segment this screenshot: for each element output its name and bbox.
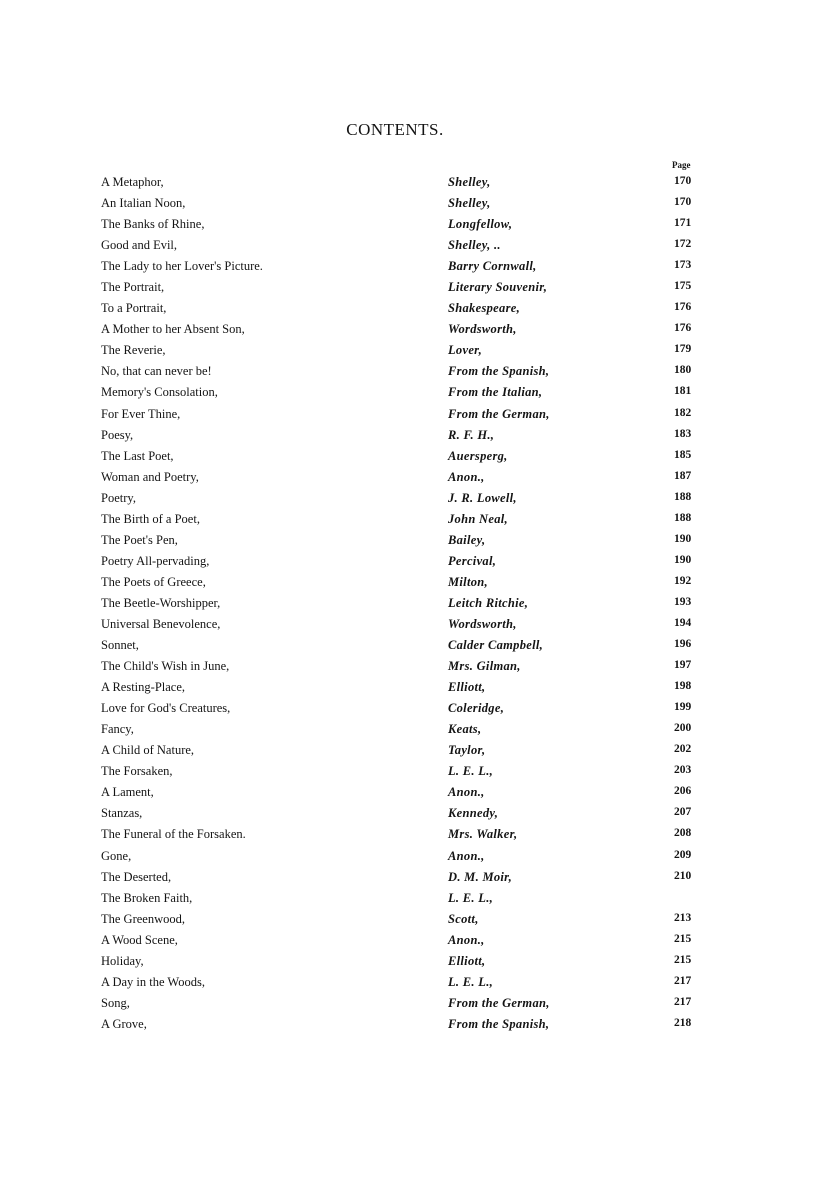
contents-entry <box>0 994 840 1015</box>
contents-entry <box>0 720 840 741</box>
entry-page: 170 <box>674 196 692 209</box>
entry-title: The Poets of Greece, <box>101 574 206 589</box>
entry-page: 197 <box>674 659 692 672</box>
entry-author: L. E. L., <box>448 974 494 989</box>
entry-author: From the Spanish, <box>448 364 550 379</box>
entry-author: L. E. L., <box>448 890 494 905</box>
entry-title: The Portrait, <box>101 280 165 295</box>
entry-title: The Last Poet, <box>101 448 174 463</box>
entry-page: 187 <box>674 469 692 482</box>
entry-page: 217 <box>674 995 692 1008</box>
entry-page: 213 <box>674 911 692 924</box>
entry-title: The Reverie, <box>101 343 166 358</box>
entry-title: The Greenwood, <box>101 911 185 926</box>
entry-author: Shakespeare, <box>448 301 521 316</box>
entry-author: Auersperg, <box>448 448 508 463</box>
entry-title: Poesy, <box>101 427 134 442</box>
entry-author: Scott, <box>448 911 479 926</box>
contents-entry <box>0 236 840 257</box>
page-title: CONTENTS. <box>346 120 444 139</box>
contents-entry <box>0 278 840 299</box>
contents-entry <box>0 383 840 404</box>
contents-entry <box>0 1015 840 1036</box>
entry-title: A Day in the Woods, <box>101 974 205 989</box>
entry-page: 190 <box>674 553 692 566</box>
entry-author: John Neal, <box>448 511 508 526</box>
contents-entry <box>0 889 840 910</box>
entry-page: 194 <box>674 616 692 629</box>
entry-author: L. E. L., <box>448 764 494 779</box>
contents-entry <box>0 847 840 868</box>
entry-title: A Wood Scene, <box>101 932 178 947</box>
entry-title: The Poet's Pen, <box>101 532 178 547</box>
contents-entry <box>0 762 840 783</box>
entry-author: Taylor, <box>448 743 486 758</box>
entry-page: 207 <box>674 806 692 819</box>
contents-entry <box>0 341 840 362</box>
entry-author: J. R. Lowell, <box>448 490 517 505</box>
entry-title: The Funeral of the Forsaken. <box>101 827 246 842</box>
entry-author: From the German, <box>448 406 550 421</box>
entry-author: Anon., <box>448 785 485 800</box>
entry-author: Lover, <box>448 343 483 358</box>
entry-title: No, that can never be! <box>101 364 212 379</box>
entry-author: Longfellow, <box>448 217 513 232</box>
entry-page: 200 <box>674 722 692 735</box>
entry-author: From the German, <box>448 995 550 1010</box>
entry-page: 215 <box>674 932 692 945</box>
entry-title: A Resting-Place, <box>101 680 186 695</box>
entry-author: From the Spanish, <box>448 1016 550 1031</box>
entry-author: Kennedy, <box>448 806 499 821</box>
entry-title: For Ever Thine, <box>101 406 181 421</box>
entry-author: From the Italian, <box>448 385 543 400</box>
contents-list <box>0 173 840 1036</box>
entry-author: Anon., <box>448 469 485 484</box>
entry-title: The Lady to her Lover's Picture. <box>101 259 263 274</box>
entry-author: Anon., <box>448 932 485 947</box>
entry-title: A Child of Nature, <box>101 743 195 758</box>
contents-entry <box>0 489 840 510</box>
entry-author: R. F. H., <box>448 427 495 442</box>
entry-page: 176 <box>674 322 692 335</box>
entry-author: Literary Souvenir, <box>448 280 548 295</box>
contents-entry <box>0 931 840 952</box>
entry-title: An Italian Noon, <box>101 196 186 211</box>
entry-author: Elliott, <box>448 680 486 695</box>
entry-page: 193 <box>674 595 692 608</box>
entry-author: Shelley, <box>448 196 491 211</box>
entry-title: Universal Benevolence, <box>101 616 221 631</box>
entry-title: Memory's Consolation, <box>101 385 218 400</box>
entry-title: The Forsaken, <box>101 764 173 779</box>
contents-entry <box>0 405 840 426</box>
entry-page: 179 <box>674 343 692 356</box>
contents-entry <box>0 594 840 615</box>
entry-page: 173 <box>674 259 692 272</box>
entry-page: 181 <box>674 385 692 398</box>
entry-author: Barry Cornwall, <box>448 259 537 274</box>
entry-title: Stanzas, <box>101 806 143 821</box>
contents-entry <box>0 320 840 341</box>
contents-entry <box>0 510 840 531</box>
entry-page: 208 <box>674 827 692 840</box>
entry-page: 206 <box>674 785 692 798</box>
entry-author: Mrs. Walker, <box>448 827 518 842</box>
entry-page: 188 <box>674 511 692 524</box>
entry-page: 180 <box>674 364 692 377</box>
entry-title: A Mother to her Absent Son, <box>101 322 245 337</box>
contents-entry <box>0 615 840 636</box>
entry-author: Elliott, <box>448 953 486 968</box>
contents-entry <box>0 215 840 236</box>
entry-author: Milton, <box>448 574 488 589</box>
entry-page: 183 <box>674 427 692 440</box>
contents-entry <box>0 573 840 594</box>
entry-title: Love for God's Creatures, <box>101 701 231 716</box>
entry-title: The Deserted, <box>101 869 172 884</box>
entry-title: To a Portrait, <box>101 301 167 316</box>
entry-page: 175 <box>674 280 692 293</box>
entry-title: The Beetle-Worshipper, <box>101 595 221 610</box>
entry-author: Shelley, <box>448 175 491 189</box>
contents-entry <box>0 973 840 994</box>
contents-entry <box>0 531 840 552</box>
entry-title: Song, <box>101 995 130 1010</box>
entry-page: 182 <box>674 406 692 419</box>
entry-title: The Birth of a Poet, <box>101 511 200 526</box>
contents-entry <box>0 173 840 194</box>
entry-title: The Broken Faith, <box>101 890 193 905</box>
entry-title: The Banks of Rhine, <box>101 217 205 232</box>
entry-author: Mrs. Gilman, <box>448 659 521 674</box>
entry-title: Fancy, <box>101 722 134 737</box>
entry-page: 198 <box>674 680 692 693</box>
entry-page: 199 <box>674 701 692 714</box>
entry-title: Good and Evil, <box>101 238 178 253</box>
entry-page: 176 <box>674 301 692 314</box>
entry-title: The Child's Wish in June, <box>101 659 230 674</box>
entry-author: Wordsworth, <box>448 322 517 337</box>
entry-page: 171 <box>674 217 692 230</box>
entry-title: Poetry, <box>101 490 136 505</box>
entry-title: Sonnet, <box>101 638 139 653</box>
entry-author: Leitch Ritchie, <box>448 595 529 610</box>
entry-author: Calder Campbell, <box>448 638 544 653</box>
contents-entry <box>0 426 840 447</box>
entry-page: 172 <box>674 238 692 251</box>
entry-author: Keats, <box>448 722 482 737</box>
entry-page: 203 <box>674 764 692 777</box>
contents-entry <box>0 741 840 762</box>
entry-author: Anon., <box>448 848 485 863</box>
contents-entry <box>0 362 840 383</box>
entry-page: 202 <box>674 743 692 756</box>
entry-page: 188 <box>674 490 692 503</box>
entry-page: 210 <box>674 869 692 882</box>
contents-entry <box>0 825 840 846</box>
entry-title: Holiday, <box>101 953 144 968</box>
contents-entry <box>0 783 840 804</box>
entry-title: A Metaphor, <box>101 175 164 189</box>
contents-entry <box>0 657 840 678</box>
entry-page: 215 <box>674 953 692 966</box>
contents-entry <box>0 952 840 973</box>
entry-page: 217 <box>674 974 692 987</box>
contents-entry <box>0 678 840 699</box>
contents-entry <box>0 868 840 889</box>
contents-entry <box>0 194 840 215</box>
entry-author: Wordsworth, <box>448 616 517 631</box>
entry-page: 192 <box>674 574 692 587</box>
contents-entry <box>0 910 840 931</box>
entry-title: Gone, <box>101 848 132 863</box>
entry-author: Percival, <box>448 553 497 568</box>
entry-author: Shelley, .. <box>448 238 501 253</box>
entry-author: Coleridge, <box>448 701 505 716</box>
entry-page: 218 <box>674 1016 692 1029</box>
entry-page: 190 <box>674 532 692 545</box>
entry-author: Bailey, <box>448 532 486 547</box>
entry-title: A Grove, <box>101 1016 147 1031</box>
entry-page: 209 <box>674 848 692 861</box>
contents-entry <box>0 636 840 657</box>
entry-page: 185 <box>674 448 692 461</box>
contents-entry <box>0 552 840 573</box>
entry-page: 196 <box>674 638 692 651</box>
entry-title: A Lament, <box>101 785 154 800</box>
contents-entry <box>0 299 840 320</box>
entry-page: 170 <box>674 175 692 187</box>
page-column-header: Page <box>672 160 691 170</box>
entry-title: Poetry All-pervading, <box>101 553 210 568</box>
entry-author: D. M. Moir, <box>448 869 513 884</box>
contents-entry <box>0 804 840 825</box>
contents-entry <box>0 468 840 489</box>
entry-title: Woman and Poetry, <box>101 469 199 484</box>
contents-entry <box>0 699 840 720</box>
contents-entry <box>0 447 840 468</box>
contents-entry <box>0 257 840 278</box>
